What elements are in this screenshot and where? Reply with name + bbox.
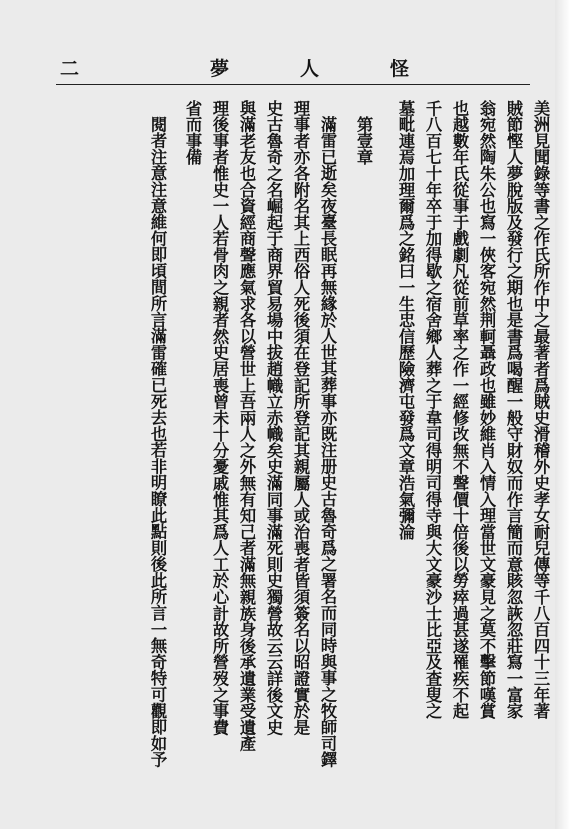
text-column-4: 也越數年氏從事于戲劇凡從前草率之作一經修改無不聲價十倍後以勞瘁過甚遂罹疾不起 [450, 100, 469, 720]
page-gutter [555, 0, 577, 829]
text-column-14: 閱者注意注意維何即頃間所言滿雷確已死去也若非明瞭此點則後此所言一無奇特可觀即如予 [148, 116, 167, 768]
text-column-12: 理後事者惟史一人若骨肉之親者然史居喪曾未十分憂戚惟其爲人工於心計故所營歿之事費 [210, 100, 229, 736]
text-column-1: 美洲見聞錄等書之作氏所作中之最著者爲賊史滑稽外史孝女耐兒傳等千八百四十三年著 [531, 100, 550, 720]
page-number: 二 [60, 58, 80, 80]
text-column-6: 墓毗連焉加理爾爲之銘曰一生忠信歷險濟屯發爲文章浩氣彌淪 [396, 100, 415, 540]
header-rule [56, 84, 530, 85]
header-title-char-2: 人 [300, 58, 320, 80]
text-column-3: 翁宛然陶朱公也寫一俠客宛然荆軻聶政也雖妙維肖入情入理當世文豪見之莫不擊節嘆賞 [477, 100, 496, 720]
text-column-2: 賊節慳人夢脫版及發行之期也是書爲喝醒一般守財奴而作言簡而意賅忽詼忽莊寫一富家 [504, 100, 523, 720]
header-title-char-3: 怪 [390, 58, 410, 80]
text-column-9: 理事者亦各附名其上西俗人死後須在登記所登記其親屬人或治喪者皆須簽名以昭證實於是 [291, 100, 310, 736]
running-header [60, 58, 500, 82]
text-column-11: 與滿老友也合資經商聲應氣求各以營世上吾兩人之外無有知己者滿無親族身後承遺業受遺產 [237, 100, 256, 752]
chapter-heading: 第壹章 [354, 116, 373, 165]
text-column-10: 史古魯奇之名崛起于商界貿易場中拔趙幟立赤幟矣史滿同事滿死則史獨營故云云詳後文史 [264, 100, 283, 736]
header-title-char-1: 夢 [210, 58, 230, 80]
text-column-5: 千八百七十年卒于加得歇之宿舍鄉人葬之于韋司得明司得寺與大文豪沙士比亞及査叟之 [423, 100, 442, 720]
text-column-8: 滿雷已逝矣夜臺長眠再無緣於人世其葬事亦既注册史古魯奇爲之署名而同時與事之牧師司鐸 [318, 116, 337, 768]
text-column-13: 省而事備 [183, 100, 202, 166]
